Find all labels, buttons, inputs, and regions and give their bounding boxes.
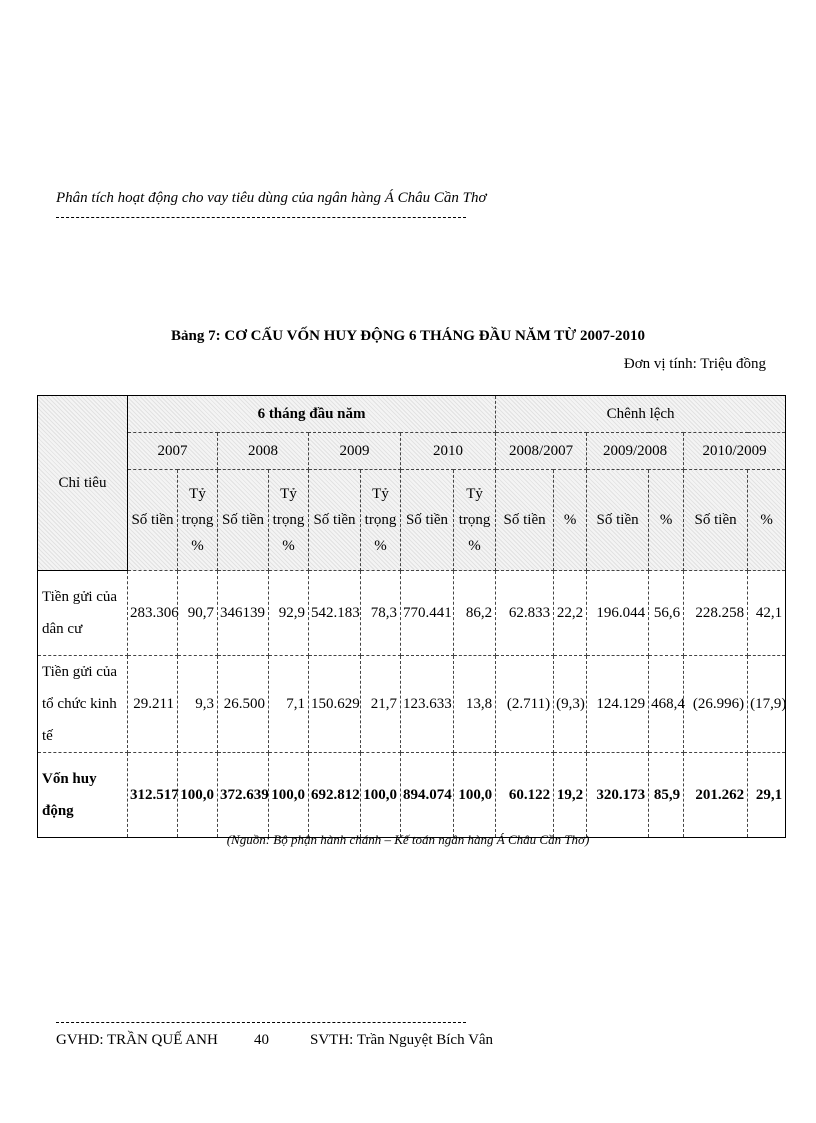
ty-trong-header: Tỷ trọng % <box>361 470 401 571</box>
percent-cell: (17,9) <box>748 656 786 753</box>
running-header: Phân tích hoạt động cho vay tiêu dùng của ngân hàng Á Châu Cần Thơ <box>56 190 487 206</box>
table-row <box>38 656 786 753</box>
footer-student: SVTH: Trần Nguyệt Bích Vân <box>310 1032 494 1048</box>
percent-cell: 100,0 <box>178 753 218 838</box>
percent-cell: 100,0 <box>361 753 401 838</box>
percent-cell: 85,9 <box>649 753 684 838</box>
amount-cell: 29.211 <box>128 656 178 753</box>
percent-cell: 29,1 <box>748 753 786 838</box>
percent-cell: 468,4 <box>649 656 684 753</box>
amount-cell: 320.173 <box>587 753 649 838</box>
so-tien-header: Số tiền <box>309 470 361 571</box>
ty-trong-header: Tỷ trọng % <box>178 470 218 571</box>
capital-structure-table <box>37 395 786 838</box>
amount-cell: 692.812 <box>309 753 361 838</box>
header-row-2 <box>38 433 786 470</box>
diff-header: 2008/2007 <box>496 433 587 470</box>
row-label: Vốn huy động <box>38 753 128 838</box>
percent-cell: 100,0 <box>454 753 496 838</box>
pct-header: % <box>649 470 684 571</box>
table-title: Bảng 7: CƠ CẤU VỐN HUY ĐỘNG 6 THÁNG ĐẦU NĂM TỪ 2007-2010 <box>171 328 645 344</box>
year-header: 2008 <box>218 433 309 470</box>
amount-cell: (2.711) <box>496 656 554 753</box>
year-header: 2010 <box>401 433 496 470</box>
group-header-difference: Chênh lệch <box>496 396 786 433</box>
diff-header: 2009/2008 <box>587 433 684 470</box>
percent-cell: 56,6 <box>649 571 684 656</box>
amount-cell: 201.262 <box>684 753 748 838</box>
source-note: (Nguồn: Bộ phận hành chánh – Kế toán ngân hàng Á Châu Cần Thơ) <box>226 832 590 847</box>
percent-cell: 19,2 <box>554 753 587 838</box>
year-header: 2009 <box>309 433 401 470</box>
row-label: Tiền gửi của tổ chức kinh tế <box>38 656 128 753</box>
amount-cell: 124.129 <box>587 656 649 753</box>
so-tien-header: Số tiền <box>684 470 748 571</box>
percent-cell: 90,7 <box>178 571 218 656</box>
amount-cell: 60.122 <box>496 753 554 838</box>
percent-cell: 86,2 <box>454 571 496 656</box>
amount-cell: 372.639 <box>218 753 269 838</box>
amount-cell: 312.517 <box>128 753 178 838</box>
amount-cell: 346139 <box>218 571 269 656</box>
amount-cell: 228.258 <box>684 571 748 656</box>
amount-cell: 542.183 <box>309 571 361 656</box>
amount-cell: 123.633 <box>401 656 454 753</box>
percent-cell: 78,3 <box>361 571 401 656</box>
page-number: 40 <box>254 1032 269 1048</box>
so-tien-header: Số tiền <box>587 470 649 571</box>
amount-cell: 196.044 <box>587 571 649 656</box>
percent-cell: 100,0 <box>269 753 309 838</box>
so-tien-header: Số tiền <box>218 470 269 571</box>
ty-trong-header: Tỷ trọng % <box>454 470 496 571</box>
header-divider <box>56 217 466 218</box>
pct-header: % <box>748 470 786 571</box>
amount-cell: 894.074 <box>401 753 454 838</box>
table-row <box>38 753 786 838</box>
amount-cell: (26.996) <box>684 656 748 753</box>
percent-cell: 7,1 <box>269 656 309 753</box>
year-header: 2007 <box>128 433 218 470</box>
percent-cell: 13,8 <box>454 656 496 753</box>
percent-cell: 9,3 <box>178 656 218 753</box>
amount-cell: 770.441 <box>401 571 454 656</box>
amount-cell: 26.500 <box>218 656 269 753</box>
row-label: Tiền gửi của dân cư <box>38 571 128 656</box>
header-row-1 <box>38 396 786 433</box>
so-tien-header: Số tiền <box>496 470 554 571</box>
pct-header: % <box>554 470 587 571</box>
percent-cell: 21,7 <box>361 656 401 753</box>
percent-cell: 22,2 <box>554 571 587 656</box>
so-tien-header: Số tiền <box>128 470 178 571</box>
percent-cell: 92,9 <box>269 571 309 656</box>
percent-cell: (9,3) <box>554 656 587 753</box>
group-header-6-months: 6 tháng đầu năm <box>128 396 496 433</box>
diff-header: 2010/2009 <box>684 433 786 470</box>
amount-cell: 283.306 <box>128 571 178 656</box>
footer-supervisor: GVHD: TRẦN QUẾ ANH <box>56 1032 218 1048</box>
header-row-3 <box>38 470 786 571</box>
amount-cell: 62.833 <box>496 571 554 656</box>
chi-tieu-header: Chỉ tiêu <box>38 396 128 571</box>
table-row <box>38 571 786 656</box>
percent-cell: 42,1 <box>748 571 786 656</box>
unit-note: Đơn vị tính: Triệu đồng <box>623 356 766 372</box>
ty-trong-header: Tỷ trọng % <box>269 470 309 571</box>
so-tien-header: Số tiền <box>401 470 454 571</box>
footer-divider <box>56 1022 466 1023</box>
amount-cell: 150.629 <box>309 656 361 753</box>
